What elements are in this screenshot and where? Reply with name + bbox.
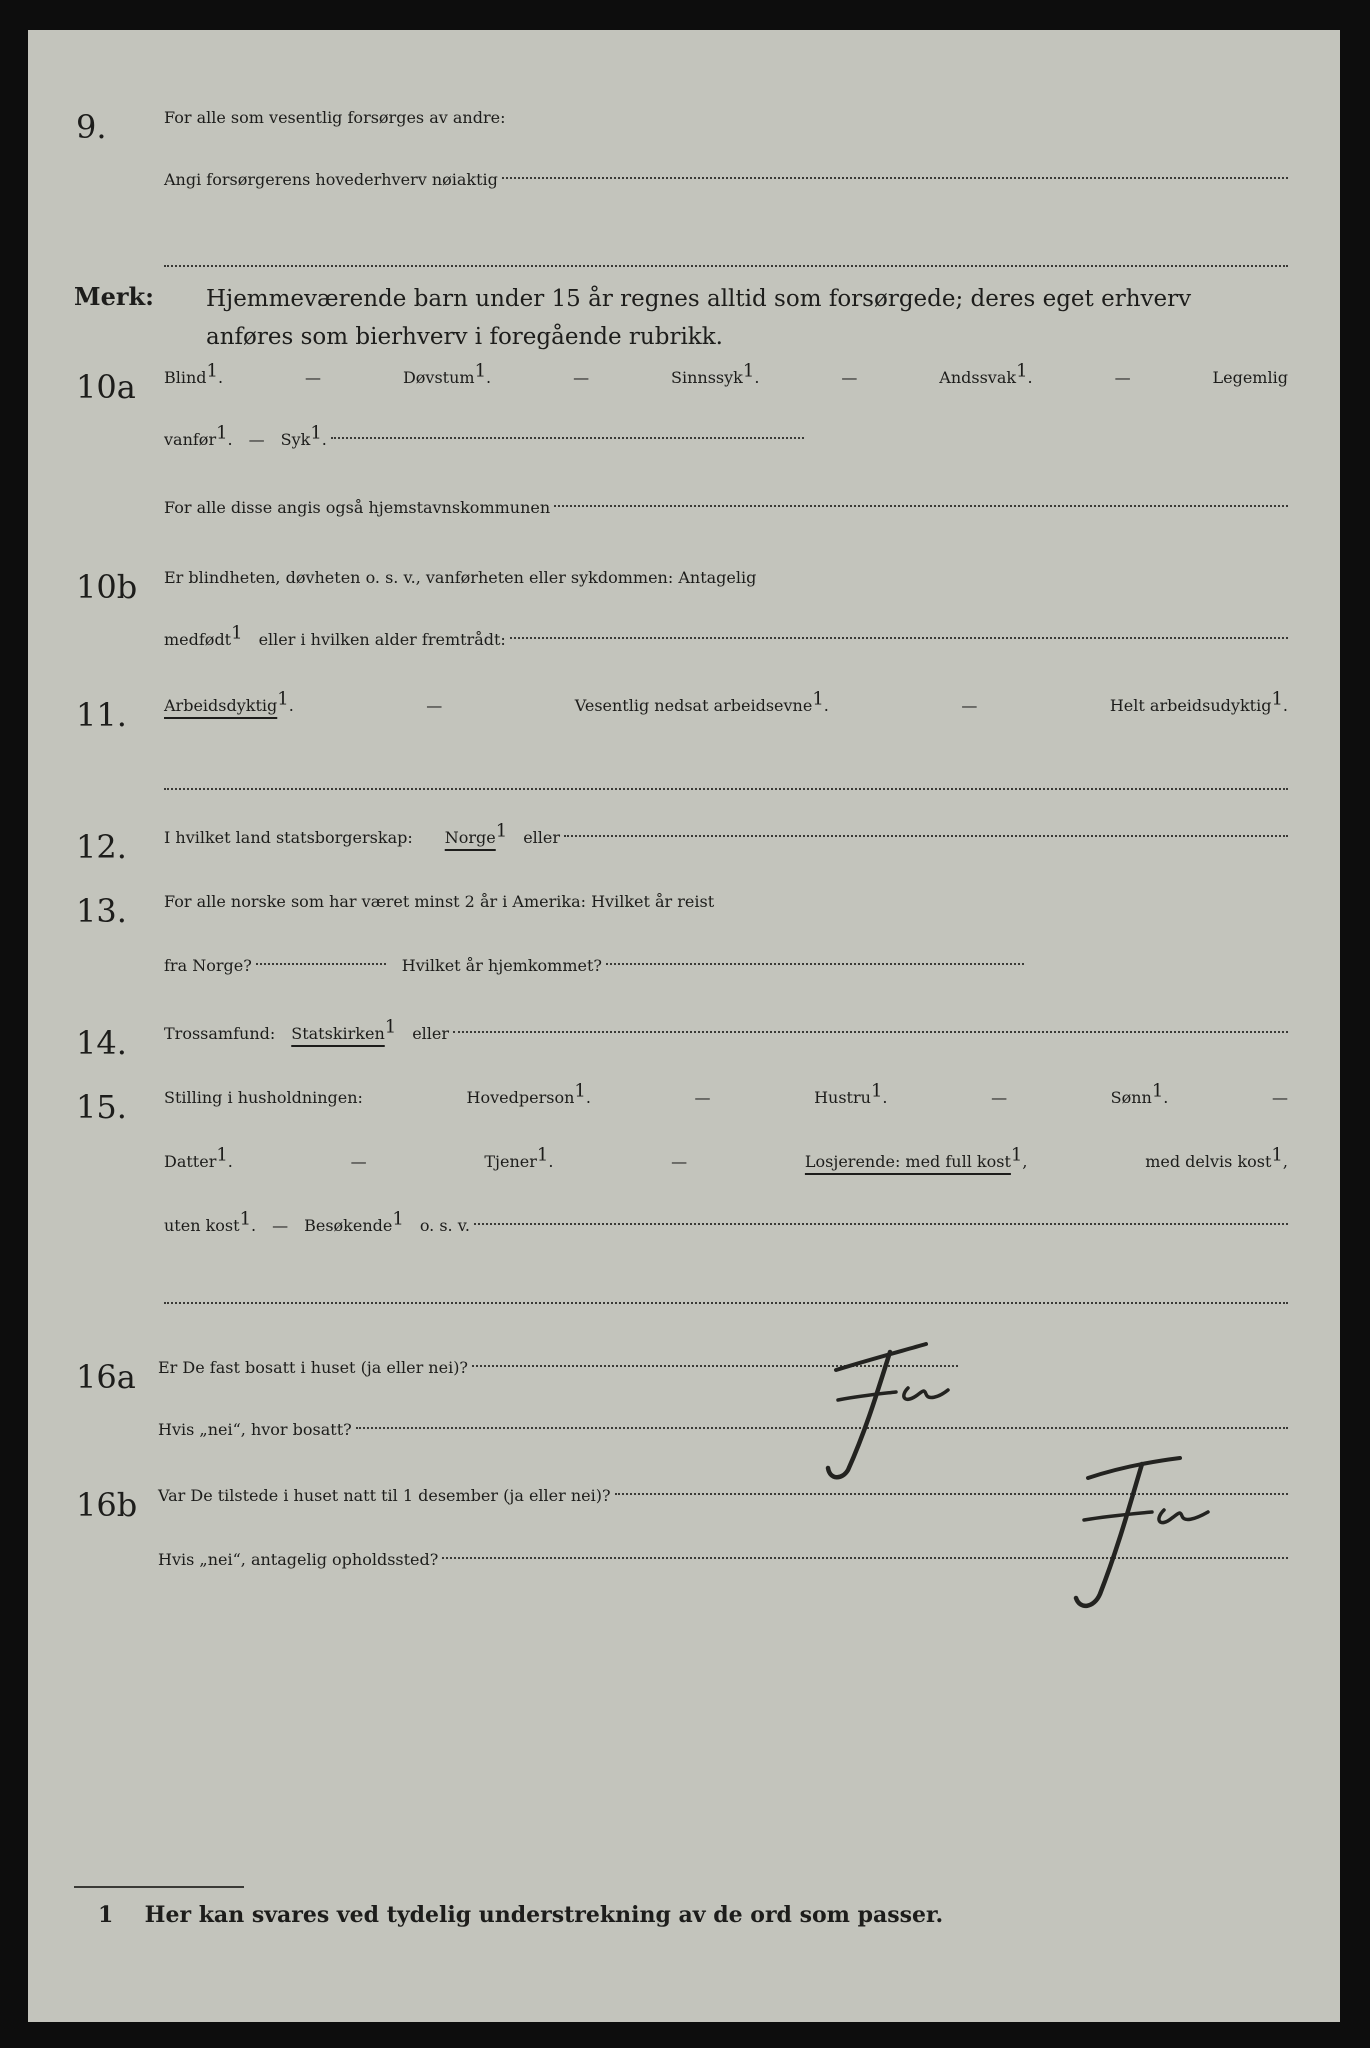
q9-answer-line-2[interactable]	[164, 265, 1288, 267]
q9-text: For alle som vesentlig forsørges av andre:	[164, 108, 506, 127]
dash: —	[991, 1088, 1008, 1107]
option-tjener[interactable]: Tjener1.	[484, 1144, 554, 1171]
q13-hjemkommet-line[interactable]	[606, 962, 1024, 965]
q14-text: Trossamfund:	[164, 1024, 276, 1043]
option-losjerende-full-kost[interactable]: Losjerende: med full kost1,	[804, 1144, 1028, 1171]
q16b-question: Var De tilstede i huset natt til 1 desember (ja eller nei)?	[158, 1486, 611, 1505]
dash: —	[841, 368, 858, 387]
q13-reist-question: fra Norge?	[164, 956, 252, 975]
option-uten-kost[interactable]: uten kost1.	[164, 1208, 257, 1235]
q9-question: Angi forsørgerens hovederhverv nøiaktig	[164, 170, 498, 189]
dash: —	[426, 696, 443, 715]
option-norge[interactable]: Norge1	[444, 820, 508, 847]
q16a-bosatt-question: Hvis „nei“, hvor bosatt?	[158, 1420, 352, 1439]
footnote-mark: 1	[98, 1902, 114, 1928]
q15-answer-line-2[interactable]	[164, 1302, 1288, 1304]
option-medfodt[interactable]: medfødt1	[164, 622, 243, 649]
q13-hjemkommet-question: Hvilket år hjemkommet?	[401, 956, 602, 975]
q15-line-2	[164, 1144, 1288, 1171]
q12-line	[164, 820, 1288, 847]
option-arbeidsdyktig[interactable]: Arbeidsdyktig1.	[164, 688, 294, 715]
option-hustru[interactable]: Hustru1.	[814, 1080, 888, 1107]
option-delvis-kost[interactable]: med delvis kost1,	[1145, 1144, 1288, 1171]
option-vesentlig-nedsat[interactable]: Vesentlig nedsat arbeidsevne1.	[574, 688, 829, 715]
q16b-number: 16b	[76, 1486, 138, 1524]
dash: —	[248, 430, 265, 449]
q10b-answer-line[interactable]	[510, 636, 1288, 639]
q16a-line-2	[158, 1420, 1288, 1439]
dash: —	[305, 368, 322, 387]
q16a-number: 16a	[76, 1358, 136, 1396]
q16a-answer-line[interactable]	[472, 1364, 958, 1367]
q16b-line-1	[158, 1486, 1288, 1505]
option-legemlig[interactable]: Legemlig	[1212, 368, 1288, 387]
merk-line-2: anføres som bierhverv i foregående rubrikk.	[206, 324, 723, 350]
footnote-rule	[74, 1886, 244, 1888]
dash: —	[350, 1152, 367, 1171]
q15-line-1	[164, 1080, 1288, 1107]
q13-number: 13.	[76, 892, 127, 930]
q16a-line-1	[158, 1358, 958, 1377]
option-hovedperson[interactable]: Hovedperson1.	[466, 1080, 591, 1107]
q14-number: 14.	[76, 1024, 127, 1062]
merk-line-1: Hjemmeværende barn under 15 år regnes alltid som forsørgede; deres eget erhverv	[206, 286, 1192, 312]
option-andssvak[interactable]: Andssvak1.	[939, 360, 1033, 387]
option-sinnssyk[interactable]: Sinnssyk1.	[671, 360, 760, 387]
q10a-hjemstavn-line[interactable]	[554, 504, 1288, 507]
q16b-opholdssted-line[interactable]	[442, 1556, 1288, 1559]
option-sonn[interactable]: Sønn1.	[1110, 1080, 1169, 1107]
q14-line	[164, 1016, 1288, 1043]
q11-number: 11.	[76, 696, 127, 734]
q10b-number: 10b	[76, 568, 138, 606]
handwritten-answer-q16b	[1048, 1448, 1248, 1638]
q15-text: Stilling i husholdningen:	[164, 1088, 363, 1107]
q10b-line-2	[164, 622, 1288, 649]
q9-number: 9.	[76, 108, 107, 146]
dash: —	[1114, 368, 1131, 387]
q10a-hjemstavn-question: For alle disse angis også hjemstavnskommunen	[164, 498, 551, 517]
option-blind[interactable]: Blind1.	[164, 360, 224, 387]
footnote-text: Her kan svares ved tydelig understrekning av de ord som passer.	[144, 1902, 944, 1928]
q16a-bosatt-line[interactable]	[356, 1426, 1288, 1429]
q14-answer-line[interactable]	[453, 1030, 1288, 1033]
dash: —	[694, 1088, 711, 1107]
q10a-syk-line[interactable]	[331, 436, 804, 439]
q16b-line-2	[158, 1550, 1288, 1569]
q15-osv: o. s. v.	[419, 1216, 470, 1235]
dash: —	[272, 1216, 289, 1235]
merk-label: Merk:	[74, 282, 154, 311]
option-statskirken[interactable]: Statskirken1	[291, 1016, 397, 1043]
q12-answer-line[interactable]	[564, 834, 1288, 837]
option-helt-udyktig[interactable]: Helt arbeidsudyktig1.	[1109, 688, 1288, 715]
census-form-page	[28, 30, 1340, 2022]
q15-line-3	[164, 1208, 1288, 1235]
q10b-alder-question: eller i hvilken alder fremtrådt:	[258, 630, 506, 649]
q13-line-1	[164, 892, 1288, 911]
q13-line-2	[164, 956, 1024, 975]
q12-number: 12.	[76, 828, 127, 866]
q15-answer-line[interactable]	[474, 1222, 1288, 1225]
option-besokende[interactable]: Besøkende1	[304, 1208, 404, 1235]
q11-line	[164, 688, 1288, 715]
q10a-line-2	[164, 422, 804, 449]
q13-reist-line[interactable]	[256, 962, 386, 965]
merk-text	[206, 280, 1288, 356]
dash: —	[671, 1152, 688, 1171]
q9-line-2	[164, 170, 1288, 189]
q10a-line-1	[164, 360, 1288, 387]
option-dovstum[interactable]: Døvstum1.	[402, 360, 492, 387]
q9-answer-line[interactable]	[502, 176, 1288, 179]
q12-text: I hvilket land statsborgerskap:	[164, 828, 413, 847]
q10b-line-1	[164, 568, 1288, 587]
q13-text: For alle norske som har været minst 2 år i Amerika: Hvilket år reist	[164, 892, 715, 911]
q9-line-1	[164, 108, 1288, 127]
q16b-answer-line[interactable]	[615, 1492, 1288, 1495]
q15-number: 15.	[76, 1088, 127, 1126]
dash: —	[1271, 1088, 1288, 1107]
q12-eller: eller	[523, 828, 561, 847]
q16a-question: Er De fast bosatt i huset (ja eller nei)?	[158, 1358, 469, 1377]
option-syk[interactable]: Syk1.	[280, 422, 327, 449]
footnote	[98, 1902, 943, 1928]
q14-eller: eller	[412, 1024, 450, 1043]
q11-answer-line[interactable]	[164, 788, 1288, 790]
q10b-text: Er blindheten, døvheten o. s. v., vanførheten eller sykdommen: Antagelig	[164, 568, 757, 587]
q10a-number: 10a	[76, 368, 136, 406]
option-datter[interactable]: Datter1.	[164, 1144, 233, 1171]
dash: —	[961, 696, 978, 715]
option-vanfor[interactable]: vanfør1.	[164, 422, 233, 449]
dash: —	[573, 368, 590, 387]
q16b-opholdssted-question: Hvis „nei“, antagelig opholdssted?	[158, 1550, 439, 1569]
q10a-line-3	[164, 498, 1288, 517]
